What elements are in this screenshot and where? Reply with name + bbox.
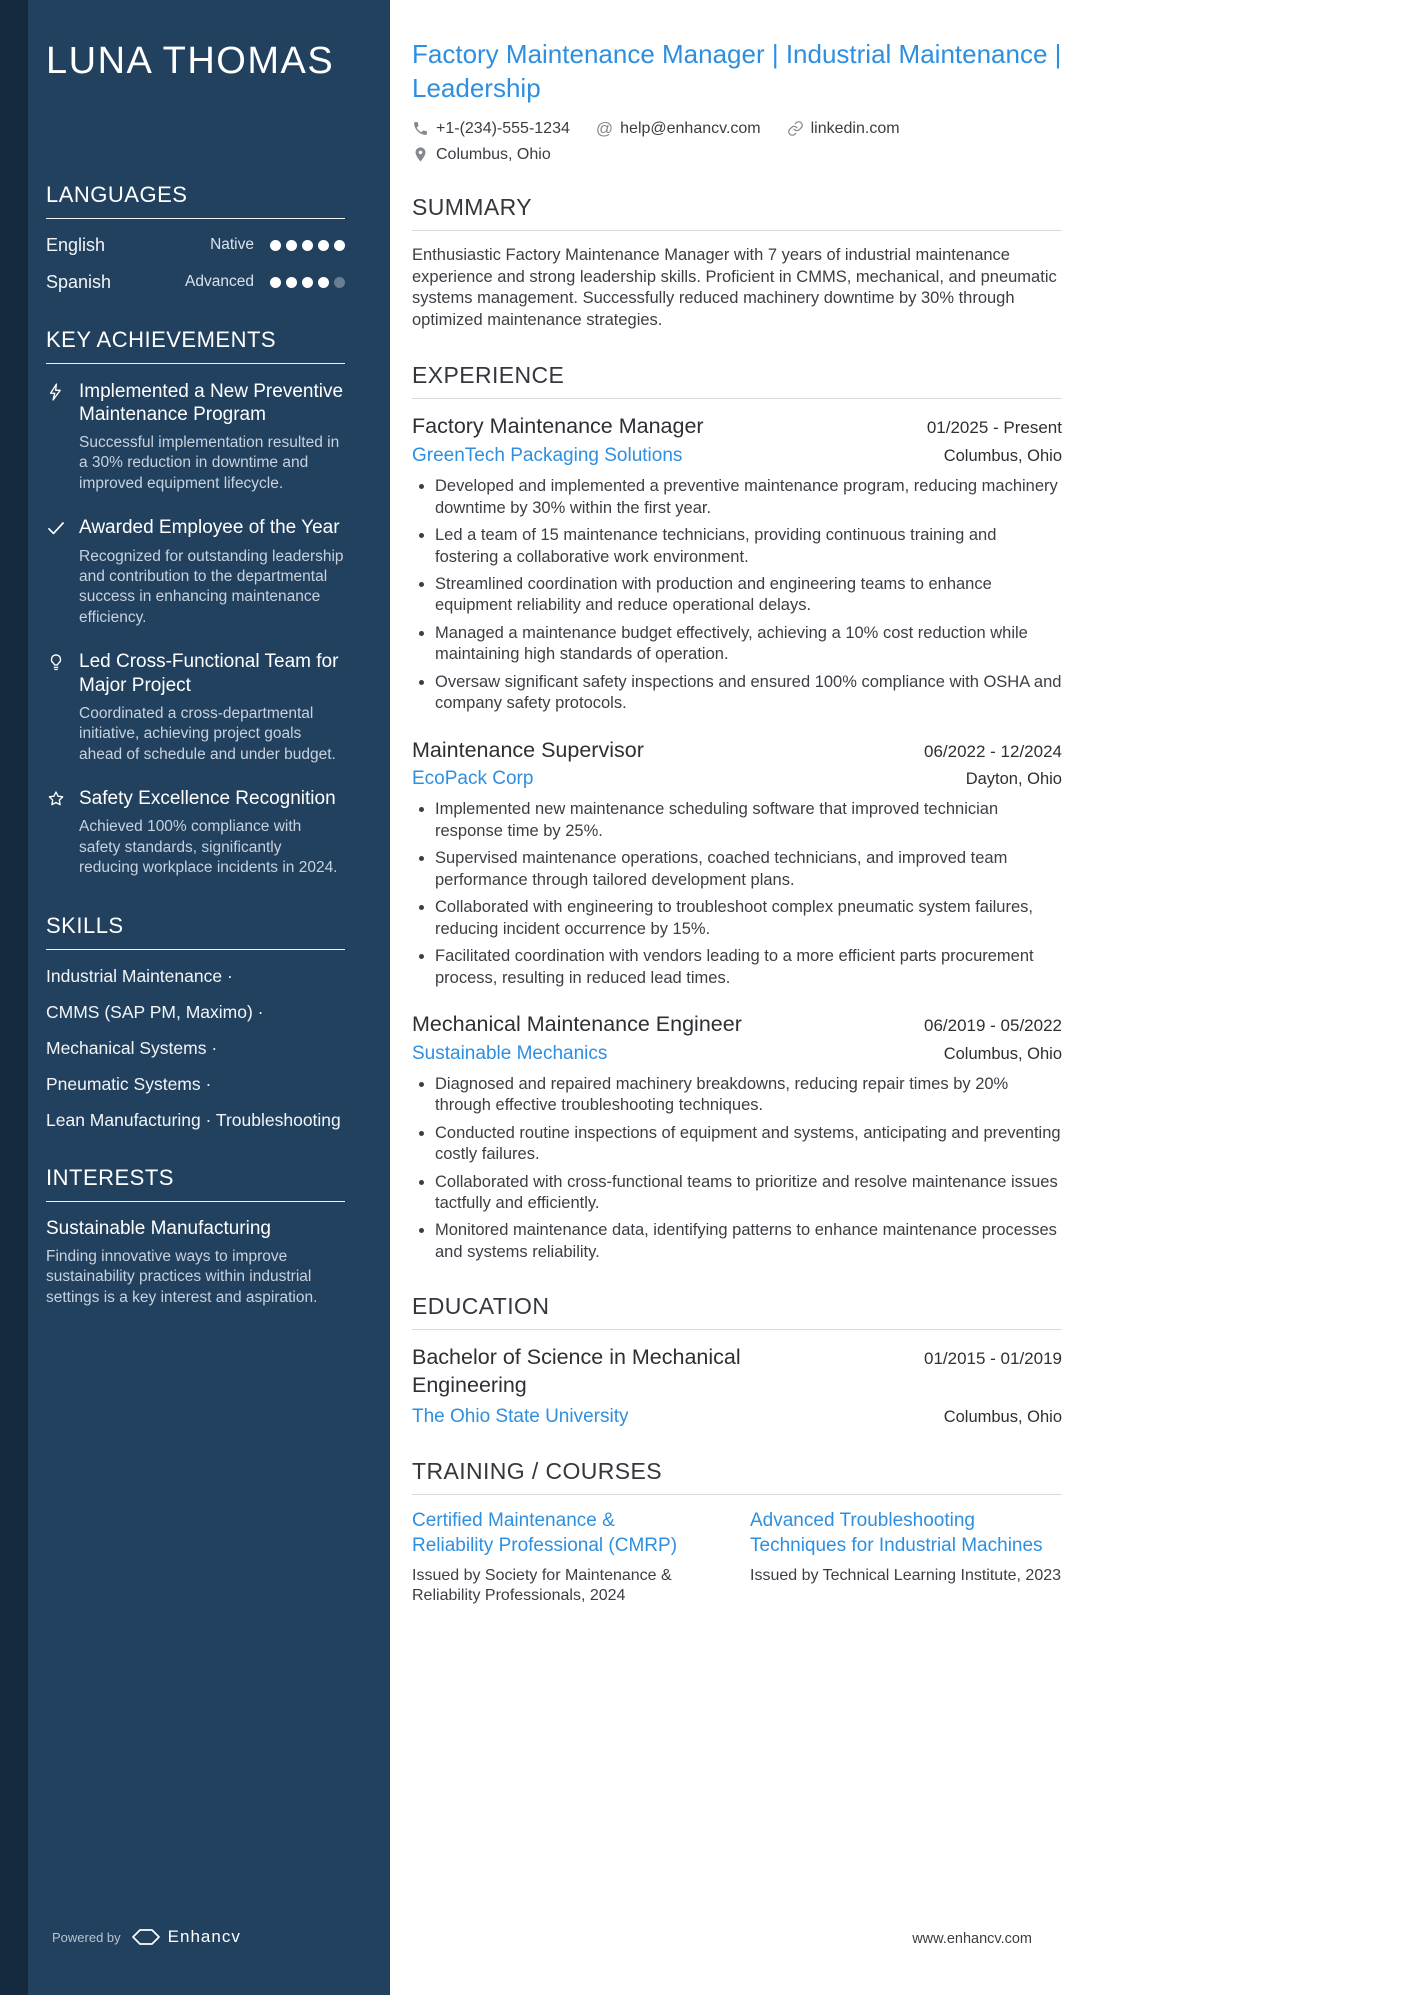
experience-heading: EXPERIENCE <box>412 362 1062 399</box>
proficiency-dot <box>270 277 281 288</box>
job-location: Columbus, Ohio <box>943 1044 1062 1063</box>
email-address: help@enhancv.com <box>620 119 761 137</box>
languages-section <box>46 182 345 293</box>
job-bullets <box>412 1074 1062 1264</box>
course-entry <box>750 1509 1062 1607</box>
interests-section <box>46 1165 345 1308</box>
language-level: Native <box>210 236 254 254</box>
course-issuer: Issued by Technical Learning Institute, 2023 <box>750 1566 1062 1584</box>
proficiency-dot <box>318 277 329 288</box>
linkedin-contact[interactable] <box>787 120 900 138</box>
job-title: Mechanical Maintenance Engineer <box>412 1011 742 1036</box>
job-bullet: • Collaborated with engineering to troubleshoot complex pneumatic system failures, reducing incident occurrence by 15%. <box>435 897 1062 940</box>
job-location: Dayton, Ohio <box>965 770 1062 789</box>
location-contact <box>412 146 551 164</box>
location-pin-icon <box>412 146 429 163</box>
achievement-title: Implemented a New Preventive Maintenance Program <box>79 380 344 425</box>
job-bullet: • Collaborated with cross-functional teams to prioritize and resolve maintenance issues tactfully and efficiently. <box>435 1172 1062 1215</box>
job-bullets <box>412 476 1062 714</box>
enhancv-logo[interactable] <box>131 1927 241 1947</box>
achievement-description: Achieved 100% compliance with safety standards, significantly reducing workplace incidents in 2024. <box>79 818 338 877</box>
skill-item: Lean Manufacturing · Troubleshooting <box>46 1109 341 1130</box>
contact-row <box>412 120 1062 138</box>
candidate-name: LUNA THOMAS <box>46 40 335 82</box>
interest-title: Sustainable Manufacturing <box>46 1217 271 1239</box>
skills-section <box>46 913 345 1131</box>
achievement-item <box>46 516 345 628</box>
resume-headline: Factory Maintenance Manager | Industrial Maintenance | Leadership <box>412 39 1062 103</box>
job-bullet: • Conducted routine inspections of equipment and systems, anticipating and preventing costly failures. <box>435 1123 1062 1166</box>
proficiency-dot <box>286 240 297 251</box>
proficiency-dots <box>270 277 345 288</box>
job-dates: 06/2019 - 05/2022 <box>923 1015 1062 1035</box>
training-grid <box>412 1509 1062 1607</box>
education-heading: EDUCATION <box>412 1293 1062 1330</box>
experience-section <box>412 362 1062 1263</box>
experience-entry <box>412 737 1062 989</box>
proficiency-dot <box>318 240 329 251</box>
enhancv-brand-name: Enhancv <box>167 1927 241 1946</box>
training-heading: TRAINING / COURSES <box>412 1458 1062 1495</box>
language-level: Advanced <box>185 273 254 291</box>
experience-entry <box>412 413 1062 714</box>
proficiency-dot <box>334 277 345 288</box>
achievement-item <box>46 787 345 879</box>
language-name: Spanish <box>46 271 112 292</box>
job-bullet: • Led a team of 15 maintenance technicians, providing continuous training and fostering a collaborative work environment. <box>435 525 1062 568</box>
contact-block <box>412 120 1062 164</box>
email-contact[interactable] <box>596 120 761 138</box>
experience-entry <box>412 1011 1062 1263</box>
proficiency-dot <box>334 240 345 251</box>
skill-item: Mechanical Systems · <box>46 1037 218 1058</box>
summary-text: Enthusiastic Factory Maintenance Manager with 7 years of industrial maintenance experience and strong leadership skills. Proficient in CMMS, mechanical, and pneumatic systems management. Successfully reduced machinery downtime by 30% through optimized maintenance strategies. <box>412 245 1057 330</box>
lightbulb-icon <box>46 652 68 765</box>
achievement-title: Led Cross-Functional Team for Major Project <box>79 651 339 696</box>
check-icon <box>46 518 68 628</box>
skill-item: Industrial Maintenance · <box>46 965 233 986</box>
achievement-title: Awarded Employee of the Year <box>79 517 340 539</box>
job-bullet: • Diagnosed and repaired machinery breakdowns, reducing repair times by 20% through effective troubleshooting techniques. <box>435 1074 1062 1117</box>
course-title: Certified Maintenance & Reliability Professional (CMRP) <box>412 1510 678 1556</box>
course-entry <box>412 1509 700 1607</box>
job-bullet: • Supervised maintenance operations, coached technicians, and improved team performance through tailored development plans. <box>435 848 1062 891</box>
job-dates: 01/2025 - Present <box>926 418 1062 438</box>
contact-row <box>412 146 1062 164</box>
at-sign-icon: @ <box>595 119 614 139</box>
proficiency-dots <box>270 240 345 251</box>
phone-contact <box>412 120 570 138</box>
language-name: English <box>46 234 106 255</box>
proficiency-dot <box>302 240 313 251</box>
course-title: Advanced Troubleshooting Techniques for Industrial Machines <box>750 1510 1043 1556</box>
job-title: Factory Maintenance Manager <box>412 414 704 439</box>
sidebar-footer <box>52 1927 241 1947</box>
job-bullets <box>412 799 1062 989</box>
course-issuer: Issued by Society for Maintenance & Reliability Professionals, 2024 <box>412 1566 672 1605</box>
language-item <box>46 272 345 293</box>
enhancv-website-link[interactable]: www.enhancv.com <box>912 1931 1032 1947</box>
achievement-item <box>46 650 345 765</box>
link-icon <box>787 120 804 137</box>
skill-item: Pneumatic Systems · <box>46 1073 212 1094</box>
company-name: Sustainable Mechanics <box>412 1042 608 1064</box>
job-bullet: • Monitored maintenance data, identifying patterns to enhance maintenance processes and systems reliability. <box>435 1220 1062 1263</box>
achievement-description: Coordinated a cross-departmental initiative, achieving project goals ahead of schedule and under budget. <box>79 704 336 763</box>
interests-heading: INTERESTS <box>46 1165 345 1202</box>
star-icon <box>46 789 68 879</box>
achievement-description: Recognized for outstanding leadership and contribution to the departmental success in enhancing maintenance efficiency. <box>79 547 344 626</box>
summary-heading: SUMMARY <box>412 194 1062 231</box>
education-dates: 01/2015 - 01/2019 <box>923 1349 1062 1369</box>
job-bullet: • Developed and implemented a preventive maintenance program, reducing machinery downtime by 30% within the first year. <box>435 476 1062 519</box>
proficiency-dot <box>270 240 281 251</box>
interest-item <box>46 1218 345 1308</box>
job-dates: 06/2022 - 12/2024 <box>923 741 1062 761</box>
skills-heading: SKILLS <box>46 913 345 950</box>
school-location: Columbus, Ohio <box>943 1408 1062 1427</box>
job-bullet: • Streamlined coordination with production and engineering teams to enhance equipment reliability and reduce operational delays. <box>435 574 1062 617</box>
enhancv-logo-mark <box>131 1927 161 1947</box>
proficiency-dot <box>302 277 313 288</box>
company-name: EcoPack Corp <box>412 768 534 790</box>
job-bullet: • Facilitated coordination with vendors leading to a more efficient parts procurement process, resulting in reduced lead times. <box>435 946 1062 989</box>
skill-item: CMMS (SAP PM, Maximo) · <box>46 1001 264 1022</box>
proficiency-dot <box>286 277 297 288</box>
degree-title: Bachelor of Science in Mechanical Engineering <box>412 1345 741 1398</box>
language-item <box>46 235 345 256</box>
company-name: GreenTech Packaging Solutions <box>412 445 683 467</box>
location-text: Columbus, Ohio <box>436 145 551 163</box>
linkedin-url: linkedin.com <box>810 119 900 137</box>
interest-description: Finding innovative ways to improve sustainability practices within industrial settings is a key interest and aspiration. <box>46 1247 318 1306</box>
education-section <box>412 1293 1062 1428</box>
summary-section <box>412 194 1062 333</box>
main-content <box>390 0 1410 1995</box>
achievement-item <box>46 380 345 495</box>
phone-icon <box>412 120 429 137</box>
phone-number: +1-(234)-555-1234 <box>436 119 570 137</box>
education-entry <box>412 1344 1062 1428</box>
achievements-section <box>46 327 345 879</box>
job-bullet: • Implemented new maintenance scheduling software that improved technician response time by 25%. <box>435 799 1062 842</box>
languages-heading: LANGUAGES <box>46 182 345 219</box>
achievements-heading: KEY ACHIEVEMENTS <box>46 327 345 364</box>
powered-by-label: Powered by <box>52 1929 121 1945</box>
achievement-title: Safety Excellence Recognition <box>79 788 336 810</box>
job-bullet: • Managed a maintenance budget effectively, achieving a 10% cost reduction while maintaining high standards of operation. <box>435 623 1062 666</box>
job-bullet: • Oversaw significant safety inspections and ensured 100% compliance with OSHA and company safety protocols. <box>435 672 1062 715</box>
school-name: The Ohio State University <box>412 1406 629 1428</box>
lightning-icon <box>46 382 68 495</box>
job-location: Columbus, Ohio <box>943 447 1062 466</box>
job-title: Maintenance Supervisor <box>412 737 644 762</box>
training-section <box>412 1458 1062 1607</box>
sidebar <box>0 0 390 1995</box>
achievement-description: Successful implementation resulted in a 30% reduction in downtime and improved equipment lifecycle. <box>79 434 340 492</box>
